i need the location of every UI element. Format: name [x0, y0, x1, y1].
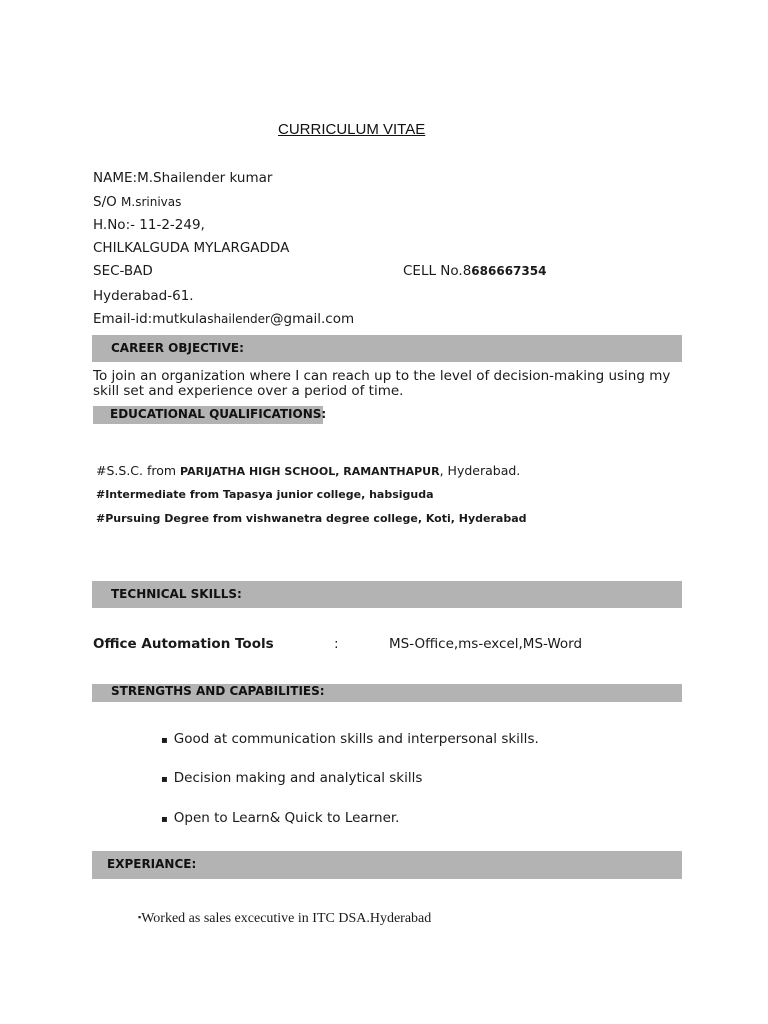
email-line: [93, 311, 354, 327]
strength-item: [161, 810, 399, 826]
ssc-prefix: #S.S.C. from: [96, 463, 181, 478]
name-line: [93, 170, 272, 186]
technical-heading: TECHNICAL SKILLS:: [111, 587, 242, 601]
email-suffix: @gmail.com: [270, 311, 355, 327]
technical-value: MS-Office,ms-excel,MS-Word: [389, 636, 583, 652]
so-label: S/O: [93, 194, 122, 210]
strength-item: [161, 731, 539, 747]
address-city2: Hyderabad-61.: [93, 288, 194, 304]
strength-text: Decision making and analytical skills: [173, 770, 423, 786]
education-heading: EDUCATIONAL QUALIFICATIONS:: [110, 407, 327, 421]
cell-number: [403, 263, 546, 279]
ssc-suffix: , Hyderabad.: [439, 463, 521, 478]
address-city: SEC-BAD: [93, 263, 153, 279]
name-label: NAME:: [93, 170, 138, 186]
name-value: M.Shailender kumar: [137, 170, 273, 186]
house-number: H.No:- 11-2-249,: [93, 217, 205, 233]
technical-colon: :: [334, 636, 339, 652]
experience-text: Worked as sales excecutive in ITC DSA.Hyderabad: [141, 911, 432, 926]
objective-text: To join an organization where I can reach up to the level of decision-making using my skill set and experience over a period of time.: [93, 368, 671, 399]
strength-item: [161, 770, 422, 786]
ssc-school: PARIJATHA HIGH SCHOOL, RAMANTHAPUR: [180, 465, 440, 478]
bullet-icon: ▪: [161, 814, 168, 825]
cell-value: 686667354: [471, 264, 547, 278]
education-degree: #Pursuing Degree from vishwanetra degree college, Koti, Hyderabad: [96, 512, 527, 525]
technical-label: Office Automation Tools: [93, 636, 274, 652]
email-prefix: Email-id:mutkula: [93, 311, 208, 327]
strengths-heading: STRENGTHS AND CAPABILITIES:: [111, 684, 325, 698]
experience-heading: EXPERIANCE:: [107, 857, 197, 871]
cell-label: CELL No.8: [403, 263, 472, 279]
bullet-icon: ▪: [161, 774, 168, 785]
experience-item: [138, 911, 431, 927]
address-area: CHILKALGUDA MYLARGADDA: [93, 240, 290, 256]
career-objective-heading: CAREER OBJECTIVE:: [111, 341, 244, 355]
email-bold: shailender: [207, 312, 270, 326]
bullet-icon: ▪: [138, 912, 142, 922]
education-ssc: [96, 463, 520, 478]
education-intermediate: #Intermediate from Tapasya junior college, habsiguda: [96, 488, 434, 501]
so-line: [93, 194, 181, 210]
bullet-icon: ▪: [161, 735, 168, 746]
strength-text: Good at communication skills and interpersonal skills.: [173, 731, 539, 747]
document-title: CURRICULUM VITAE: [278, 121, 426, 138]
so-value: M.srinivas: [121, 195, 182, 209]
strength-text: Open to Learn& Quick to Learner.: [173, 810, 400, 826]
